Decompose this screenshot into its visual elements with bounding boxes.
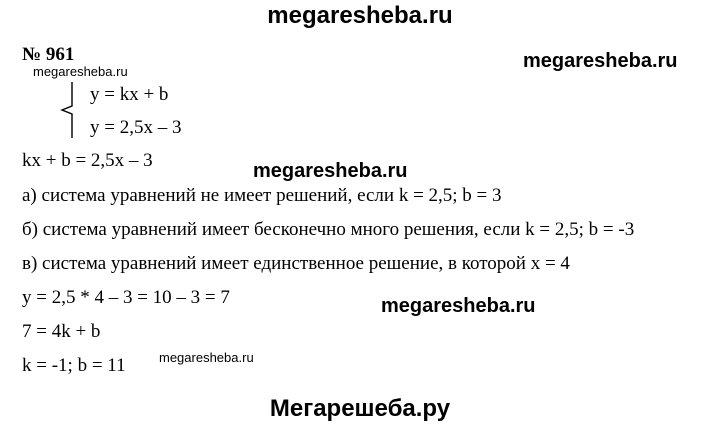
- solution-line-v: в) система уравнений имеет единственное решение, в которой x = 4: [22, 253, 570, 274]
- solution-line-7: k = -1; b = 11: [22, 355, 126, 376]
- watermark-top: megaresheba.ru: [267, 2, 453, 29]
- watermark-small-bottom: megaresheba.ru: [159, 350, 254, 365]
- system-equation-1: y = kx + b: [90, 84, 169, 105]
- watermark-middle-2: megaresheba.ru: [381, 295, 536, 317]
- watermark-small-top: megaresheba.ru: [33, 64, 128, 79]
- problem-number: № 961: [22, 44, 75, 65]
- system-brace-icon: [60, 80, 86, 140]
- watermark-middle-1: megaresheba.ru: [253, 160, 408, 182]
- solution-line-6: 7 = 4k + b: [22, 321, 101, 342]
- watermark-bottom: Мегарешеба.ру: [269, 395, 451, 422]
- solution-line-1: kx + b = 2,5x – 3: [22, 150, 153, 171]
- solution-line-a: а) система уравнений не имеет решений, если k = 2,5; b = 3: [22, 185, 502, 206]
- solution-line-5: y = 2,5 * 4 – 3 = 10 – 3 = 7: [22, 287, 230, 308]
- solution-line-b: б) система уравнений имеет бесконечно много решения, если k = 2,5; b = -3: [22, 219, 635, 240]
- system-equation-2: y = 2,5x – 3: [90, 117, 182, 138]
- watermark-right: megaresheba.ru: [523, 50, 678, 72]
